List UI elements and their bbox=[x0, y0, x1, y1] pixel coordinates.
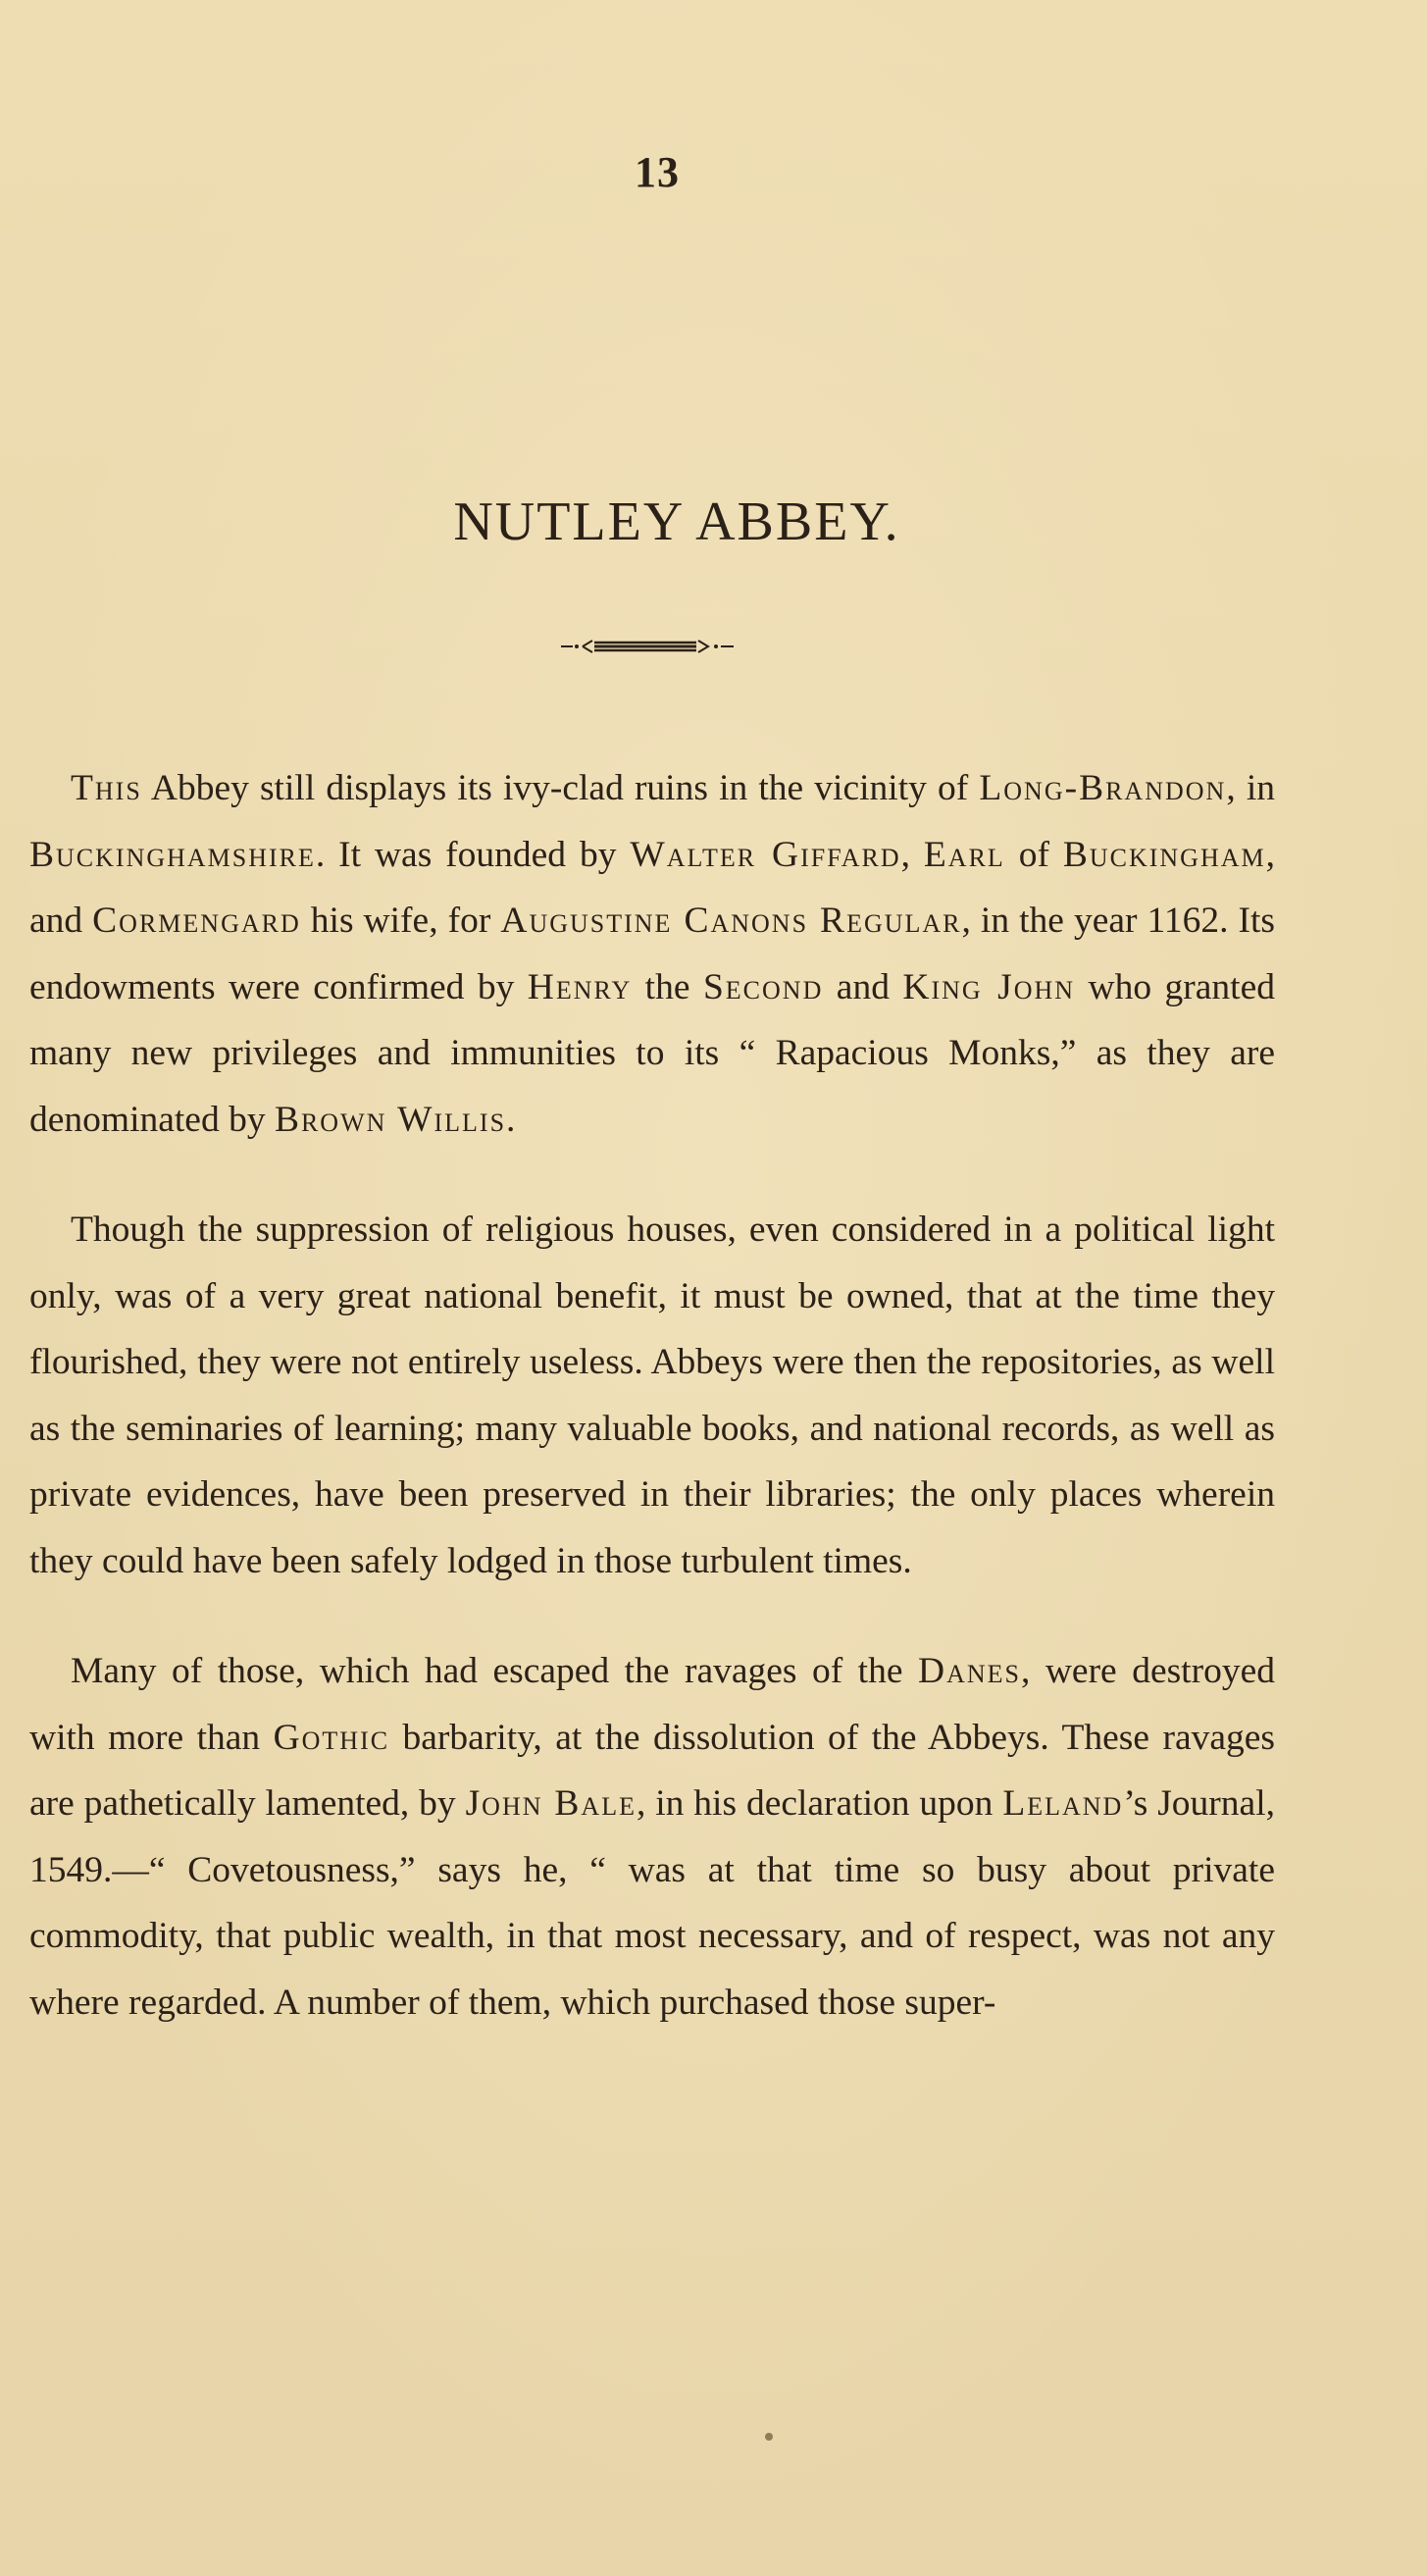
text-run: , in his declaration upon bbox=[636, 1783, 1003, 1824]
small-caps-name: Earl bbox=[923, 834, 1005, 875]
text-run: his wife, for bbox=[300, 901, 501, 941]
small-caps-name: Long-Brandon bbox=[979, 768, 1227, 808]
chapter-title: NUTLEY ABBEY. bbox=[453, 490, 900, 552]
small-caps-name: Henry bbox=[527, 966, 633, 1007]
text-run: and bbox=[823, 966, 903, 1007]
paragraph bbox=[29, 1638, 1275, 2035]
text-run: who granted many new privileges and immunities to its “ Rapacious Monks,” as they are denominated by bbox=[29, 966, 1275, 1140]
text-run: the bbox=[632, 966, 703, 1007]
text-run: , bbox=[900, 834, 924, 875]
decorative-rule-ornament bbox=[559, 636, 736, 657]
small-caps-name: Second bbox=[702, 966, 824, 1007]
paragraph bbox=[29, 755, 1275, 1153]
small-caps-name: Cormengard bbox=[92, 901, 301, 941]
small-caps-name: John Bale bbox=[465, 1783, 637, 1824]
small-caps-name: Leland bbox=[1002, 1783, 1124, 1824]
small-caps-name: Brown Willis bbox=[274, 1099, 507, 1140]
text-run: . bbox=[506, 1099, 516, 1140]
text-run: of bbox=[1004, 834, 1063, 875]
small-caps-name: Walter Giffard bbox=[630, 834, 901, 875]
small-caps-name: This bbox=[71, 768, 142, 808]
text-run: Abbey still displays its ivy-clad ruins in the vicinity of bbox=[141, 768, 980, 808]
text-run: , were destroyed with more than bbox=[29, 1651, 1275, 1758]
small-caps-name: Buckinghamshire bbox=[29, 834, 316, 875]
text-run: . It was founded by bbox=[315, 834, 631, 875]
body-text bbox=[29, 755, 1275, 2035]
text-run: , in the year 1162. Its endowments were confirmed by bbox=[29, 901, 1276, 1007]
small-caps-name: Buckingham bbox=[1062, 834, 1266, 875]
text-run: , in bbox=[1226, 768, 1275, 808]
small-caps-name: Augustine Canons Regular bbox=[500, 901, 962, 941]
paragraph bbox=[29, 1197, 1275, 1594]
small-caps-name: Gothic bbox=[273, 1717, 390, 1758]
ink-spot bbox=[765, 2433, 773, 2441]
small-caps-name: Danes bbox=[918, 1651, 1021, 1691]
text-run: ’s Journal, 1549.—“ Covetousness,” says he, “ was at that time so busy about private commodity, that public wealth, in that most necessary, and of respect, was not any where regarded. A number of them, which purchased those super- bbox=[29, 1783, 1275, 2023]
text-run: , and bbox=[29, 834, 1275, 941]
small-caps-name: King John bbox=[902, 966, 1076, 1007]
text-run: barbarity, at the dissolution of the Abbeys. These ravages are pathetically lamented, by bbox=[29, 1717, 1275, 1824]
text-run: Many of those, which had escaped the ravages of the bbox=[71, 1651, 918, 1691]
text-run: Though the suppression of religious houses, even considered in a political light only, was of a very great national benefit, it must be owned, that at the time they flourished, they were not entirely useless. Abbeys were then the repositories, as well as the seminaries of learning; many valuable books, and national records, as well as private evidences, have been preserved in their libraries; the only places wherein they could have been safely lodged in those turbulent times. bbox=[29, 1210, 1275, 1581]
page-number: 13 bbox=[635, 148, 680, 196]
